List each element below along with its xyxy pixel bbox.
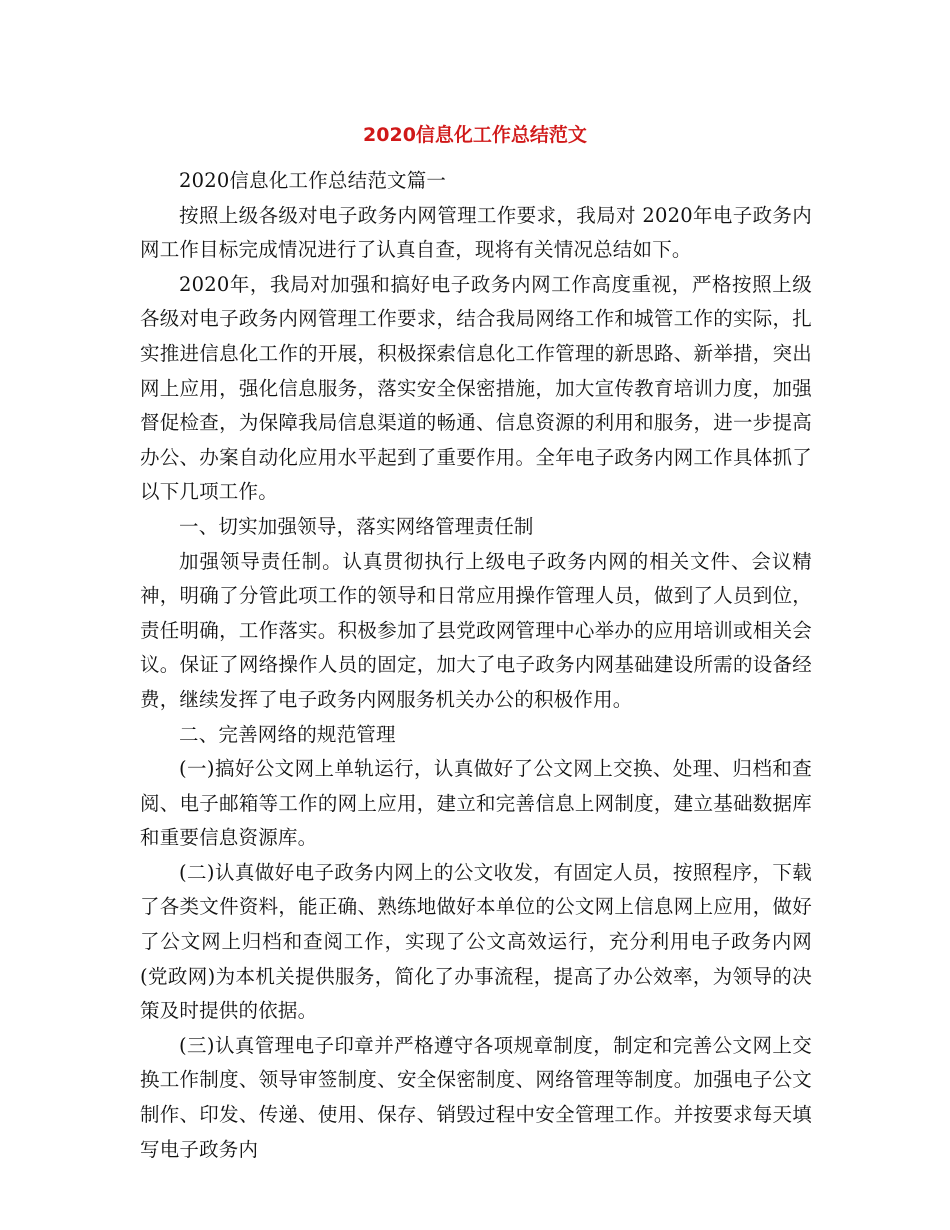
document-title: 2020信息化工作总结范文: [363, 124, 587, 146]
section-heading-2: 二、完善网络的规范管理: [179, 722, 396, 746]
paragraph-leadership: 加强领导责任制。认真贯彻执行上级电子政务内网的相关文件、会议精神，明确了分管此项工作的领导和日常应用操作管理人员，做到了人员到位，责任明确，工作落实。积极参加了县党政网管理中心举办的应用培训或相关会议。保证了网络操作人员的固定，加大了电子政务内网基础建设所需的设备经费，继续发挥了电子政务内网服务机关办公的积极作用。: [140, 549, 812, 711]
paragraph-item-3: (三)认真管理电子印章并严格遵守各项规章制度，制定和完善公文网上交换工作制度、领导审签制度、安全保密制度、网络管理等制度。加强电子公文制作、印发、传递、使用、保存、销毁过程中安全管理工作。并按要求每天填写电子政务内: [140, 1033, 812, 1161]
paragraph-item-2: (二)认真做好电子政务内网上的公文收发，有固定人员，按照程序，下载了各类文件资料，能正确、熟练地做好本单位的公文网上信息网上应用，做好了公文网上归档和查阅工作，实现了公文高效运行，充分利用电子政务内网(党政网)为本机关提供服务，简化了办事流程，提高了办公效率，为领导的决策及时提供的依据。: [140, 860, 812, 1023]
section-heading-1: 一、切实加强领导，落实网络管理责任制: [179, 514, 534, 538]
document-body: [140, 164, 812, 1167]
paragraph-item-1: (一)搞好公文网上单轨运行，认真做好了公文网上交换、处理、归档和查阅、电子邮箱等工作的网上应用，建立和完善信息上网制度，建立基础数据库和重要信息资源库。: [140, 757, 812, 850]
paragraph-intro: 按照上级各级对电子政务内网管理工作要求，我局对 2020年电子政务内网工作目标完成情况进行了认真自查，现将有关情况总结如下。: [140, 203, 812, 262]
paragraph-overview: 2020年，我局对加强和搞好电子政务内网工作高度重视，严格按照上级各级对电子政务内网管理工作要求，结合我局网络工作和城管工作的实际，扎实推进信息化工作的开展，积极探索信息化工作管理的新思路、新举措，突出网上应用，强化信息服务，落实安全保密措施，加大宣传教育培训力度，加强督促检查，为保障我局信息渠道的畅通、信息资源的利用和服务，进一步提高办公、办案自动化应用水平起到了重要作用。全年电子政务内网工作具体抓了以下几项工作。: [140, 272, 812, 504]
paragraph-subtitle: 2020信息化工作总结范文篇一: [179, 169, 447, 192]
